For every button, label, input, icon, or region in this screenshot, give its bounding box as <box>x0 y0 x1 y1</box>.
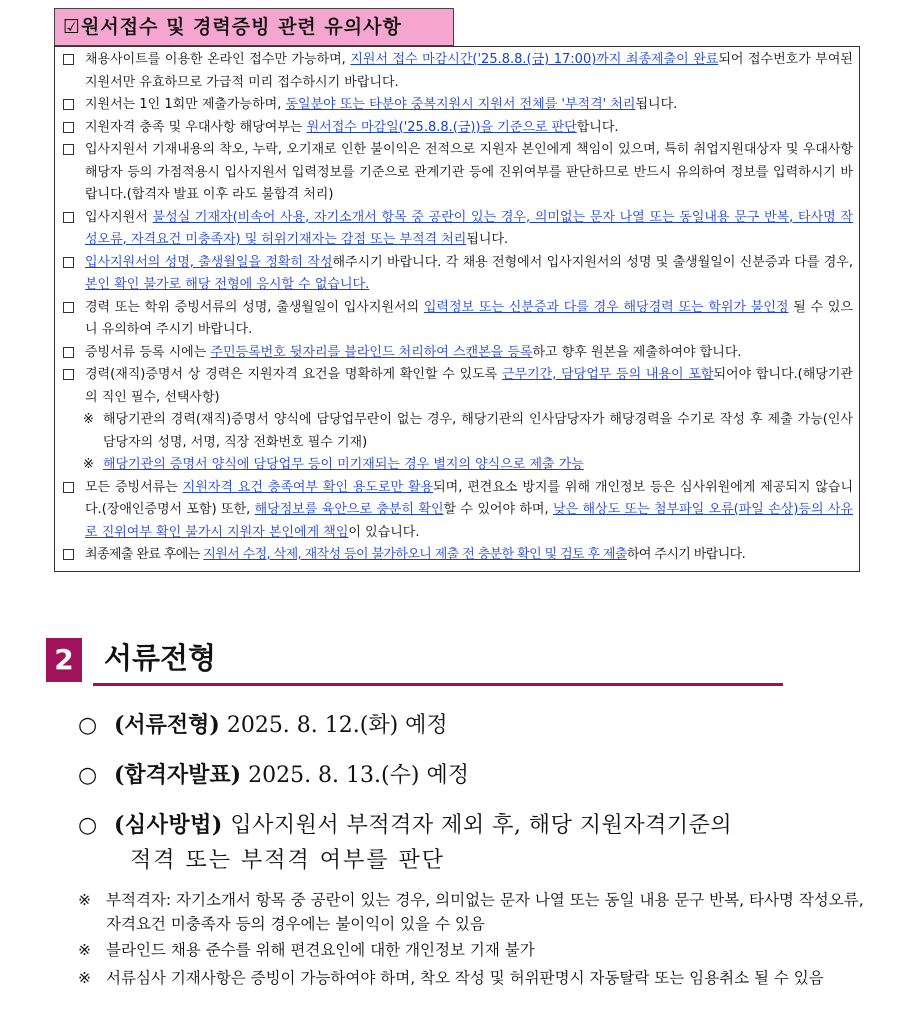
checkbox-icon <box>63 482 74 493</box>
circle-bullet-icon: ○ <box>78 713 98 738</box>
notice-box <box>54 46 860 572</box>
notice-item: 증빙서류 등록 시에는 주민등록번호 뒷자리를 블라인드 처리하여 스캔본을 등록하고 향후 원본을 제출하여야 합니다. <box>63 342 853 365</box>
checkbox-icon <box>63 54 74 65</box>
reference-mark-icon: ※ <box>83 457 94 472</box>
reference-mark-icon: ※ <box>78 969 91 987</box>
notice-item: 경력 또는 학위 증빙서류의 성명, 출생월일이 입사지원서의 입력정보 또는 신분증과 다를 경우 해당경력 또는 학위가 불인정 될 수 있으니 유의하여 주시기 바랍니다. <box>63 297 853 342</box>
section-number: 2 <box>46 638 82 682</box>
circle-bullet-icon: ○ <box>78 763 98 788</box>
schedule-bullet: ○ (서류전형) 2025. 8. 12.(화) 예정 <box>78 707 448 744</box>
checkbox-icon <box>63 347 74 358</box>
notice-item: 지원자격 충족 및 우대사항 해당여부는 원서접수 마감일('25.8.8.(금))을 기준으로 판단합니다. <box>63 117 853 140</box>
checkbox-icon <box>63 257 74 268</box>
checkbox-icon <box>63 302 74 313</box>
schedule-bullet: ○ (합격자발표) 2025. 8. 13.(수) 예정 <box>78 757 469 794</box>
notice-item: 입사지원서 기재내용의 착오, 누락, 오기재로 인한 불이익은 전적으로 지원자 본인에게 책임이 있으며, 특히 취업지원대상자 및 우대사항 해당자 등의 가점적용시 입사지원서 입력정보를 기준으로 관계기관 등에 진위여부를 판단하므로 반드시 유의하여 정보를 입력하시기 바랍니다.(합격자 발표 이후 라도 불합격 처리) <box>63 139 853 207</box>
checkbox-icon <box>63 99 74 110</box>
notice-item: 채용사이트를 이용한 온라인 접수만 가능하며, 지원서 접수 마감시간('25.8.8.(금) 17:00)까지 최종제출이 완료되어 접수번호가 부여된 지원서만 유효하므로 가급적 미리 접수하시기 바랍니다. <box>63 49 853 94</box>
schedule-bullet-continuation: 적격 또는 부적격 여부를 판단 <box>130 848 445 873</box>
notice-item: 입사지원서 불성실 기재자(비속어 사용, 자기소개서 항목 중 공란이 있는 경우, 의미없는 문자 나열 또는 동일내용 문구 반복, 타사명 작성오류, 자격요건 미충족자) 및 허위기재자는 감점 또는 부적격 처리됩니다. <box>63 207 853 252</box>
checkbox-icon <box>63 369 74 380</box>
section-title: 서류전형 <box>104 641 217 675</box>
section-reference: ※ 부적격자: 자기소개서 항목 중 공란이 있는 경우, 의미없는 문자 나열 또는 동일 내용 문구 반복, 타사명 작성오류, 자격요건 미충족자 등의 경우에는 불이익이 있을 수 있음 <box>78 888 868 936</box>
notice-reference: ※ 해당기관의 경력(재직)증명서 양식에 담당업무란이 없는 경우, 해당기관의 인사담당자가 해당경력을 수기로 작성 후 제출 가능(인사담당자의 성명, 서명, 직장 전화번호 필수 기재) <box>63 409 853 454</box>
notice-title: ☑원서접수 및 경력증빙 관련 유의사항 <box>54 8 454 46</box>
reference-mark-icon: ※ <box>78 891 91 909</box>
checkbox-icon <box>63 122 74 133</box>
checkbox-icon <box>63 144 74 155</box>
section-reference: ※ 서류심사 기재사항은 증빙이 가능하여야 하며, 착오 작성 및 허위판명시 자동탈락 또는 임용취소 될 수 있음 <box>78 966 868 990</box>
notice-item: 경력(재직)증명서 상 경력은 지원자격 요건을 명확하게 확인할 수 있도록 근무기간, 담당업무 등의 내용이 포함되어야 합니다.(해당기관의 직인 필수, 선택사항) <box>63 364 853 409</box>
notice-item: 모든 증빙서류는 지원자격 요건 충족여부 확인 용도로만 활용되며, 편견요소 방지를 위해 개인정보 등은 심사위원에게 제공되지 않습니다.(장애인증명서 포함) 또한, 해당정보를 육안으로 충분히 확인할 수 있어야 하며, 낮은 해상도 또는 첨부파일 오류(파일 손상)등의 사유로 진위여부 확인 불가시 지원자 본인에게 책임이 있습니다. <box>63 477 853 545</box>
reference-mark-icon: ※ <box>78 941 91 959</box>
notice-item: 지원서는 1인 1회만 제출가능하며, 동일분야 또는 타분야 중복지원시 지원서 전체를 '부적격' 처리됩니다. <box>63 94 853 117</box>
checkbox-icon <box>63 549 74 560</box>
section-reference: ※ 블라인드 채용 준수를 위해 편견요인에 대한 개인정보 기재 불가 <box>78 938 868 962</box>
notice-item: 최종제출 완료 후에는 지원서 수정, 삭제, 재작성 등이 불가하오니 제출 전 충분한 확인 및 검토 후 제출하여 주시기 바랍니다. <box>63 544 853 567</box>
schedule-bullet: ○ (심사방법) 입사지원서 부적격자 제외 후, 해당 지원자격기준의 <box>78 807 732 844</box>
notice-item: 입사지원서의 성명, 출생월일을 정확히 작성해주시기 바랍니다. 각 채용 전형에서 입사지원서의 성명 및 출생월일이 신분증과 다를 경우, 본인 확인 불가로 해당 전형에 응시할 수 없습니다. <box>63 252 853 297</box>
section-divider <box>93 683 783 686</box>
circle-bullet-icon: ○ <box>78 813 98 838</box>
checkbox-icon <box>63 212 74 223</box>
notice-reference: ※ 해당기관의 증명서 양식에 담당업무 등이 미기재되는 경우 별지의 양식으로 제출 가능 <box>63 454 853 477</box>
reference-mark-icon: ※ <box>83 412 94 427</box>
